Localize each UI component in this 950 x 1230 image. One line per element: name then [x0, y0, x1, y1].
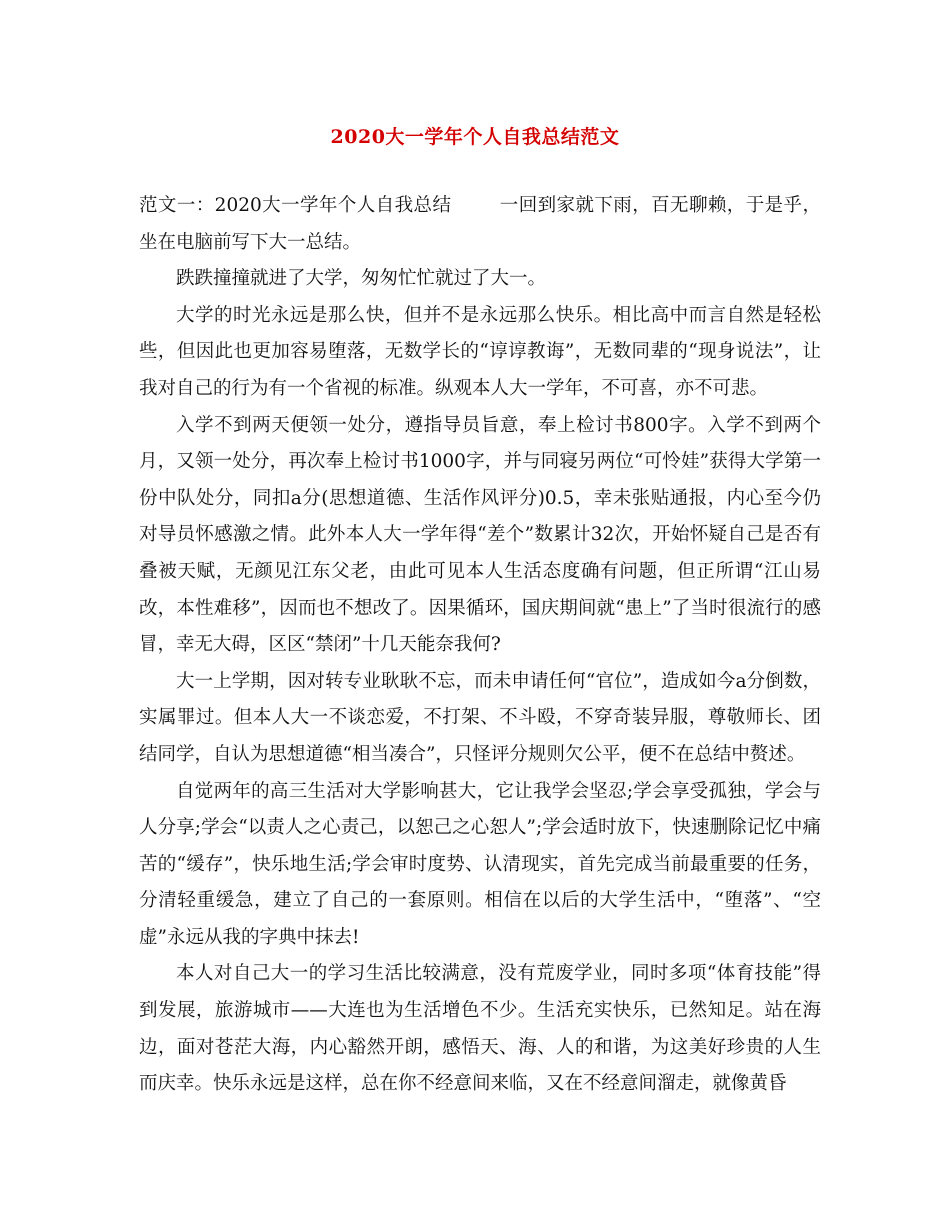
intro-paragraph	[139, 188, 821, 261]
intro-text: 一回到家就下雨，百无聊赖，于是乎，坐在电脑前写下大一总结。	[139, 195, 821, 253]
paragraph: 本人对自己大一的学习生活比较满意，没有荒废学业，同时多项“体育技能”得到发展，旅游城市——大连也为生活增色不少。生活充实快乐，已然知足。站在海边，面对苍茫大海，内心豁然开朗，感悟天、海、人的和谐，为这美好珍贵的人生而庆幸。快乐永远是这样，总在你不经意间来临，又在不经意间溜走，就像黄昏	[139, 963, 821, 1095]
document-title: 2020大一学年个人自我总结范文	[330, 126, 620, 148]
paragraph: 大一上学期，因对转专业耿耿不忘，而未申请任何“官位”，造成如今a分倒数，实属罪过。但本人大一不谈恋爱，不打架、不斗殴，不穿奇装异服，尊敬师长、团结同学，自认为思想道德“相当凑合”，只怪评分规则欠公平，便不在总结中赘述。	[139, 670, 821, 765]
intro-heading: 范文一：2020大一学年个人自我总结	[139, 195, 452, 216]
document-body	[139, 188, 821, 1103]
paragraph: 大学的时光永远是那么快，但并不是永远那么快乐。相比高中而言自然是轻松些，但因此也更加容易堕落，无数学长的“谆谆教诲”，无数同辈的“现身说法”，让我对自己的行为有一个省视的标准。纵观本人大一学年，不可喜，亦不可悲。	[139, 304, 821, 399]
paragraph: 跌跌撞撞就进了大学，匆匆忙忙就过了大一。	[176, 268, 547, 290]
paragraph: 自觉两年的高三生活对大学影响甚大，它让我学会坚忍;学会享受孤独，学会与人分享;学会“以责人之心责己，以恕己之心恕人”;学会适时放下，快速删除记忆中痛苦的“缓存”，快乐地生活;学会审时度势、认清现实，首先完成当前最重要的任务，分清轻重缓急，建立了自己的一套原则。相信在以后的大学生活中，“堕落”、“空虚”永远从我的字典中抹去!	[139, 780, 821, 948]
paragraph: 入学不到两天便领一处分，遵指导员旨意，奉上检讨书800字。入学不到两个月，又领一处分，再次奉上检讨书1000字，并与同寝另两位“可怜娃”获得大学第一份中队处分，同扣a分(思想道德、生活作风评分)0.5，幸未张贴通报，内心至今仍对导员怀感激之情。此外本人大一学年得“差个”数累计32次，开始怀疑自己是否有叠被天赋，无颜见江东父老，由此可见本人生活态度确有问题，但正所谓“江山易改，本性难移”，因而也不想改了。因果循环，国庆期间就“患上”了当时很流行的感冒，幸无大碍，区区“禁闭”十几天能奈我何?	[139, 414, 821, 656]
